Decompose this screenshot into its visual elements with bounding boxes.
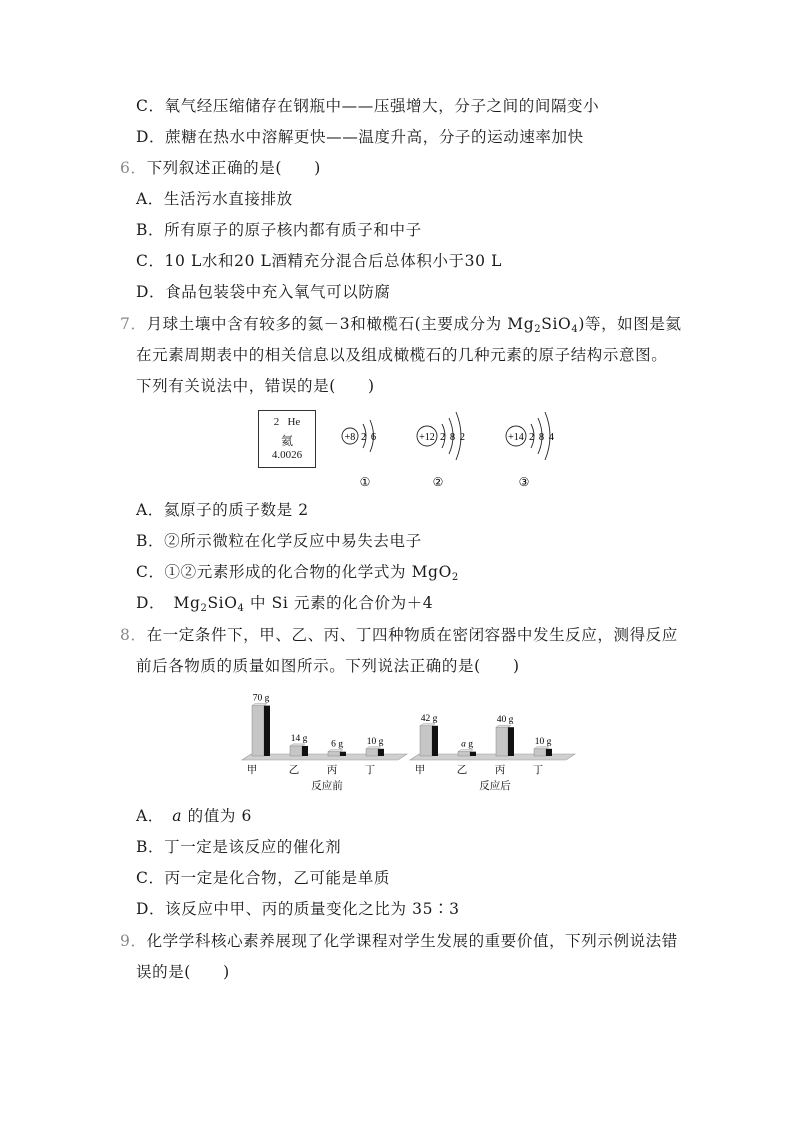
- q6-option-c: C．10 L水和20 L酒精充分混合后总体积小于30 L: [136, 252, 502, 270]
- atom-structure-diagrams: [330, 400, 590, 490]
- category-label: 乙: [456, 765, 468, 776]
- bar-value-label: 10 g: [366, 736, 384, 747]
- question-8-stem-line2: 前后各物质的质量如图所示。下列说法正确的是( ): [136, 657, 520, 675]
- bar-dark-face: [340, 752, 346, 756]
- question-number: 9．: [120, 932, 147, 950]
- element-mass: 4.0026: [271, 449, 303, 461]
- q5-option-c: C．氧气经压缩储存在钢瓶中——压强增大，分子之间的间隔变小: [136, 97, 600, 115]
- q5-option-d: D．蔗糖在热水中溶解更快——温度升高，分子的运动速率加快: [136, 128, 584, 146]
- option-text: D． Mg: [136, 594, 201, 612]
- category-label: 甲: [246, 765, 258, 776]
- q6-option-b: B．所有原子的原子核内都有质子和中子: [136, 221, 422, 239]
- bar-value-label: 6 g: [331, 739, 343, 750]
- atom1-nucleus: +8: [344, 432, 356, 443]
- category-label: 丙: [494, 765, 506, 776]
- q7-option-a: A．氦原子的质子数是 2: [136, 501, 309, 519]
- subscript: 2: [534, 324, 542, 335]
- atom1-label: ①: [359, 475, 371, 489]
- atom1-shells: 2 6: [361, 432, 378, 443]
- question-9-stem-line2: 误的是( ): [136, 963, 230, 981]
- bar-value-label: 70 g: [252, 693, 270, 704]
- q7-option-c: [136, 562, 459, 582]
- bar-before-shade: [252, 706, 264, 756]
- question-number: 6．: [120, 159, 147, 177]
- q8-option-c: C．丙一定是化合物，乙可能是单质: [136, 869, 390, 887]
- q8-option-a: [136, 806, 252, 826]
- atom3-nucleus: +14: [508, 432, 524, 443]
- category-label: 丙: [326, 765, 338, 776]
- chart-title: 反应前: [311, 781, 343, 792]
- atom2-label: ②: [432, 475, 444, 489]
- bar-dark-face: [546, 749, 552, 756]
- subscript: 4: [237, 603, 245, 614]
- question-8-stem-line1: [120, 625, 678, 645]
- helium-element-card: [258, 410, 316, 468]
- bar-top-face: [420, 724, 435, 726]
- bar-value-label: 10 g: [534, 736, 552, 747]
- option-text: A．: [136, 807, 173, 825]
- bar-top-face: [366, 747, 381, 749]
- question-7-stem-line2: 在元素周期表中的相关信息以及组成橄榄石的几种元素的原子结构示意图。: [136, 346, 668, 364]
- q7-option-d: [136, 593, 433, 613]
- bar-dark-face: [302, 746, 308, 756]
- bar-before-shade: [366, 749, 378, 756]
- bar-value-label: 40 g: [496, 715, 514, 726]
- bar-before-shade: [420, 726, 432, 756]
- bar-dark-face: [264, 706, 270, 756]
- q8-option-d: D．该反应中甲、丙的质量变化之比为 35∶3: [136, 900, 460, 918]
- stem-text: SiO: [541, 315, 572, 333]
- bar-value-label: 42 g: [420, 713, 438, 724]
- mass-bar-charts: [240, 686, 580, 798]
- question-6-stem: [120, 158, 321, 178]
- q7-option-b: B．②所示微粒在化学反应中易失去电子: [136, 532, 422, 550]
- chart-title: 反应后: [479, 781, 511, 792]
- bar-before-shade: [290, 746, 302, 756]
- question-text: 下列叙述正确的是( ): [146, 159, 321, 177]
- subscript: 2: [200, 603, 208, 614]
- option-text: C．①②元素形成的化合物的化学式为 MgO: [136, 563, 452, 581]
- bar-top-face: [534, 747, 549, 749]
- question-7-stem-line1: [120, 314, 682, 334]
- question-number: 7．: [120, 315, 147, 333]
- bar-dark-face: [508, 727, 514, 756]
- stem-text: )等，如图是氦: [578, 315, 682, 333]
- stem-text: 月球土壤中含有较多的氦－3和橄榄石(主要成分为 Mg: [146, 315, 535, 333]
- option-text: SiO: [207, 594, 238, 612]
- atom3-label: ③: [518, 475, 530, 489]
- bar-top-face: [252, 704, 267, 706]
- element-number-symbol: 2 He: [273, 416, 301, 428]
- question-9-stem-line1: [120, 931, 678, 951]
- stem-text: 化学学科核心素养展现了化学课程对学生发展的重要价值，下列示例说法错: [146, 932, 678, 950]
- atom2-shells: 2 8 2: [440, 432, 466, 443]
- category-label: 乙: [288, 765, 300, 776]
- bar-top-face: [458, 750, 473, 752]
- question-number: 8．: [120, 626, 147, 644]
- bar-before-shade: [534, 749, 546, 756]
- atom2-nucleus: +12: [419, 432, 435, 443]
- bar-top-face: [496, 725, 511, 727]
- option-text: 的值为 6: [182, 807, 252, 825]
- category-label: 甲: [414, 765, 426, 776]
- category-label: 丁: [532, 765, 544, 776]
- bar-value-label: 14 g: [290, 733, 308, 744]
- variable-a: a: [172, 807, 183, 825]
- q6-option-a: A．生活污水直接排放: [136, 190, 293, 208]
- stem-text: 在一定条件下，甲、乙、丙、丁四种物质在密闭容器中发生反应，测得反应: [146, 626, 678, 644]
- bar-dark-face: [432, 726, 438, 756]
- bar-before-shade: [496, 727, 508, 756]
- bar-before-shade: [328, 752, 340, 756]
- q6-option-d: D．食品包装袋中充入氧气可以防腐: [136, 283, 391, 301]
- subscript: 2: [451, 572, 459, 583]
- category-label: 丁: [364, 765, 376, 776]
- bar-dark-face: [470, 752, 476, 756]
- element-name: 氦: [280, 434, 293, 448]
- bar-dark-face: [378, 749, 384, 756]
- atom3-shells: 2 8 4: [529, 432, 555, 443]
- bar-top-face: [290, 744, 305, 746]
- q8-option-b: B．丁一定是该反应的催化剂: [136, 838, 342, 856]
- bar-value-label: a g: [461, 739, 473, 750]
- option-text: 中 Si 元素的化合价为＋4: [244, 594, 434, 612]
- question-7-stem-line3: 下列有关说法中，错误的是( ): [136, 377, 375, 395]
- bar-before-shade: [458, 752, 470, 756]
- subscript: 4: [571, 324, 579, 335]
- bar-top-face: [328, 750, 343, 752]
